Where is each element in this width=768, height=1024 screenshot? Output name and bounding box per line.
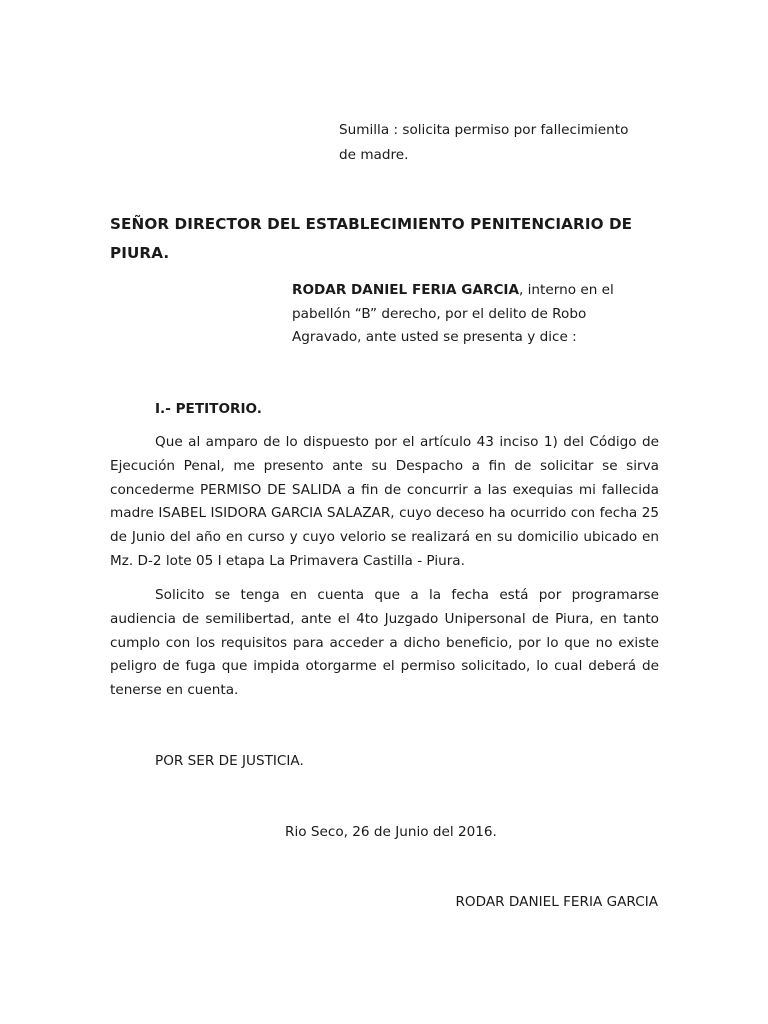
sumilla-line-2: de madre. <box>339 146 409 163</box>
sumilla <box>339 118 669 167</box>
place-and-date: Rio Seco, 26 de Junio del 2016. <box>285 824 497 840</box>
section-heading-petitorio: I.- PETITORIO. <box>155 401 262 417</box>
presenter-introduction <box>292 279 642 350</box>
signature-name: RODAR DANIEL FERIA GARCIA <box>455 894 658 910</box>
paragraph-justification: Solicito se tenga en cuenta que a la fecha está por programarse audiencia de semilibertad, ante el 4to Juzgado Unipersonal de Piura, en tanto cumplo con los requisitos para acceder a dicho beneficio, por lo que no existe peligro de fuga que impida otorgarme el permiso solicitado, lo cual deberá de tenerse en cuenta. <box>110 587 659 699</box>
addressee-heading: SEÑOR DIRECTOR DEL ESTABLECIMIENTO PENITENCIARIO DE PIURA. <box>110 215 633 262</box>
paragraph-request: Que al amparo de lo dispuesto por el artículo 43 inciso 1) del Código de Ejecución Penal, me presento ante su Despacho a fin de solicitar se sirva concederme PERMISO DE SALIDA a fin de concurrir a las exequias mi fallecida madre ISABEL ISIDORA GARCIA SALAZAR, cuyo deceso ha ocurrido con fecha 25 de Junio del año en curso y cuyo velorio se realizará en su domicilio ubicado en Mz. D-2 lote 05 I etapa La Primavera Castilla - Piura. <box>110 434 659 569</box>
presenter-description: , interno en el pabellón “B” derecho, por el delito de Robo Agravado, ante usted se presenta y dice : <box>292 282 614 346</box>
presenter-name: RODAR DANIEL FERIA GARCIA <box>292 282 519 298</box>
closing-phrase: POR SER DE JUSTICIA. <box>155 753 304 769</box>
sumilla-line-1: Sumilla : solicita permiso por fallecimiento <box>339 122 629 138</box>
